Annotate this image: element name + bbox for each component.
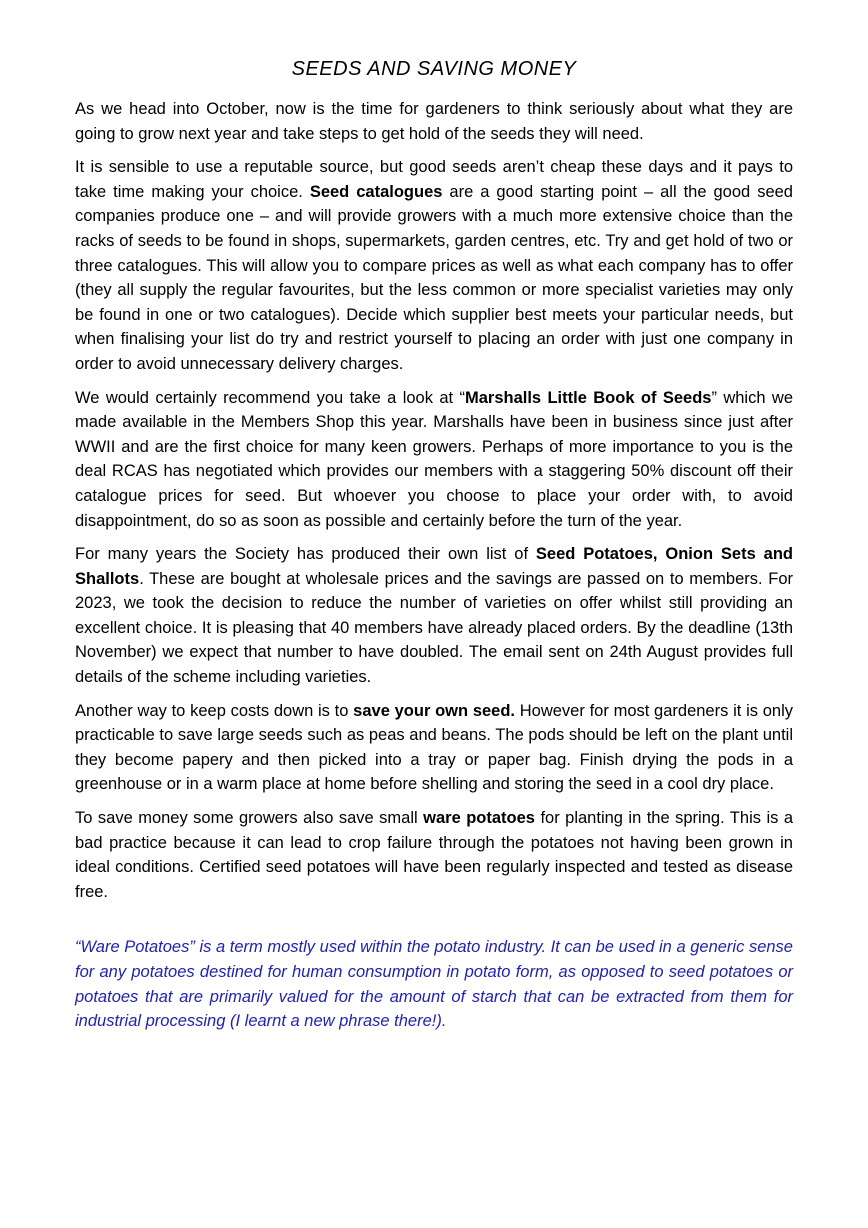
bold-text-run: ware potatoes bbox=[423, 809, 535, 828]
bold-text-run: Seed catalogues bbox=[309, 182, 443, 201]
paragraph-list bbox=[75, 97, 793, 1034]
text-run: However for most gardeners it is only practicable to save large seeds such as peas and beans. The pods should be left on the plant until they become papery and then picked into a tray or paper bag. Finish drying the pods in a greenhouse or in a warm place at home before shelling and storing the seed in a cool dry place. bbox=[75, 701, 793, 794]
text-run: ” which we made available in the Members Shop this year. Marshalls have been in business since just after WWII and are the first choice for many keen growers. Perhaps of more importance to you is the deal RCAS has negotiated which provides our members with a staggering 50% discount off their catalogue prices for seed. But whoever you choose to place your order with, to avoid disappointment, do so as soon as possible and certainly before the turn of the year. bbox=[75, 388, 793, 530]
bold-text-run: save your own seed. bbox=[353, 701, 516, 720]
text-run: “Ware Potatoes” is a term mostly used within the potato industry. It can be used in a generic sense for any potatoes destined for human consumption in potato form, as opposed to seed potatoes or potatoes that are primarily valued for the amount of starch that can be extracted from them for industrial processing (I learnt a new phrase there!). bbox=[75, 938, 793, 1031]
text-run: for planting in the spring. This is a bad practice because it can lead to crop failure through the potatoes not having been grown in ideal conditions. Certified seed potatoes will have been regularly inspected and tested as disease free. bbox=[75, 809, 793, 901]
page-title: SEEDS AND SAVING MONEY bbox=[291, 58, 577, 80]
bold-text-run: Seed Potatoes, Onion Sets and Shallots bbox=[75, 545, 793, 588]
body-paragraph bbox=[75, 386, 793, 534]
note-paragraph bbox=[75, 935, 793, 1033]
text-run: are a good starting point – all the good seed companies produce one – and will provide growers with a much more extensive choice than the racks of seeds to be found in shops, supermarkets, garden centres, etc. Try and get hold of two or three catalogues. This will allow you to compare prices as well as what each company has to offer (they all supply the regular favourites, but the less common or more specialist varieties may only be found in one or two catalogues). Decide which supplier best meets your particular needs, but when finalising your list do try and restrict yourself to placing an order with just one company in order to avoid unnecessary delivery charges. bbox=[75, 182, 793, 373]
body-paragraph bbox=[75, 97, 793, 146]
text-run: . These are bought at wholesale prices and the savings are passed on to members. For 2023, we took the decision to reduce the number of varieties on offer whilst still providing an excellent choice. It is pleasing that 40 members have already placed orders. By the deadline (13th November) we expect that number to have doubled. The email sent on 24th August provides full details of the scheme including varieties. bbox=[75, 569, 793, 687]
body-paragraph bbox=[75, 699, 793, 797]
text-run: To save money some growers also save small bbox=[75, 809, 424, 828]
text-run: We would certainly recommend you take a look at “ bbox=[75, 388, 465, 407]
bold-text-run: Marshalls Little Book of Seeds bbox=[464, 388, 712, 407]
text-run: Another way to keep costs down is to bbox=[75, 701, 354, 720]
text-run: For many years the Society has produced their own list of bbox=[75, 545, 536, 564]
body-paragraph bbox=[75, 542, 793, 690]
body-paragraph bbox=[75, 806, 793, 904]
text-run: It is sensible to use a reputable source, but good seeds aren’t cheap these days and it pays to take time making your choice. bbox=[75, 158, 793, 201]
body-paragraph bbox=[75, 155, 793, 376]
text-run: As we head into October, now is the time for gardeners to think seriously about what they are going to grow next year and take steps to get hold of the seeds they will need. bbox=[75, 100, 793, 143]
